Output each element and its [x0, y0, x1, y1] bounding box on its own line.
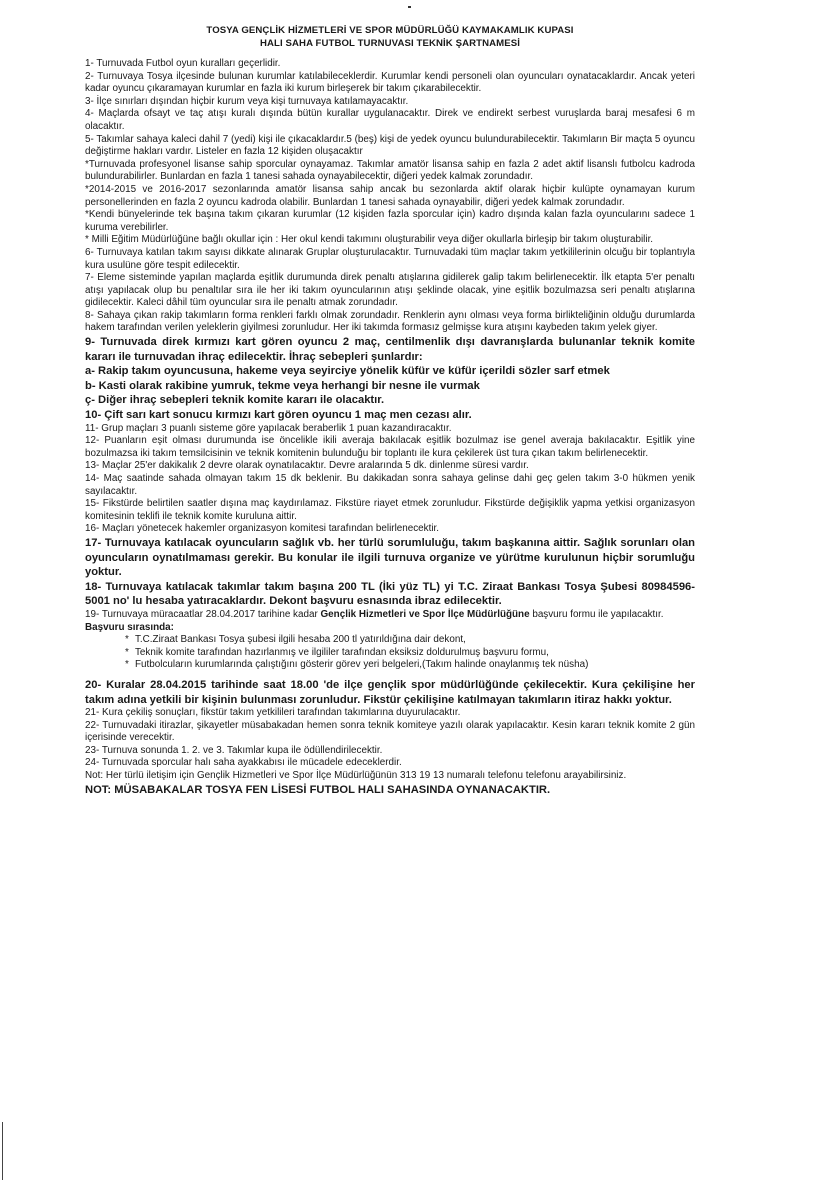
scan-speck — [408, 6, 411, 8]
rule-9-c: ç- Diğer ihraç sebepleri teknik komite kararı ile olacaktır. — [85, 394, 385, 407]
rule-20: 20- Kuralar 28.04.2015 tarihinde saat 18.00 'de ilçe gençlik spor müdürlüğünde çekilecektir. Kura çekilişine her takım adına yetkili bir kişinin bulunması zorunludur. Fikstür çekilişine katılmayan takımların itiraz hakkı yoktur. — [85, 678, 695, 706]
rule-3: 3- İlçe sınırları dışından hiçbir kurum veya kişi turnuvaya katılamayacaktır. — [85, 95, 409, 107]
scan-edge-line — [2, 1122, 3, 1180]
rule-7: 7- Eleme sisteminde yapılan maçlarda eşitlik durumunda direk penaltı atışlarına gidilerek galip takım belirlenecektir. İlk etapta 5'er penaltı atışı yapılacak olup bu penaltılar sıra ile her iki takım oyuncularının atışı şeklinde olacak, yine eşitlik bozulmazsa seri penaltı atışlarına gidilecektir. Kaleci dâhil tüm oyuncular sıra ile penaltı atmak zorundadır. — [85, 272, 695, 309]
rule-19-text: 19- Turnuvaya müracaatlar 28.04.2017 tarihine kadar — [85, 608, 321, 620]
rule-4: 4- Maçlarda ofsayt ve taç atışı kuralı dışında bütün kurallar uygulanacaktır. Direk ve endirekt serbest vuruşlarda baraj mesafesi 6 m olacaktır. — [85, 108, 695, 132]
rule-15: 15- Fikstürde belirtilen saatler dışına maç kaydırılamaz. Fikstüre riayet etmek zorunludur. Fikstürde değişiklik yapma yetkisi organizasyon komitesinin teklifi ile teknik komite kuruluna aittir. — [85, 498, 695, 522]
rule-9-a: a- Rakip takım oyuncusuna, hakeme veya seyirciye yönelik küfür ve küfür içerildi sözler sarf etmek — [85, 365, 610, 378]
rule-16: 16- Maçları yönetecek hakemler organizasyon komitesi tarafından belirlenecektir. — [85, 523, 440, 535]
rule-11: 11- Grup maçları 3 puanlı sisteme göre yapılacak beraberlik 1 puan kazandıracaktır. — [85, 422, 452, 434]
rule-13: 13- Maçlar 25'er dakikalık 2 devre olarak oynatılacaktır. Devre aralarında 5 dk. dinlenme süresi vardır. — [85, 460, 529, 472]
rule-9-b: b- Kasti olarak rakibine yumruk, tekme veya herhangi bir nesne ile vurmak — [85, 379, 480, 392]
rule-12: 12- Puanların eşit olması durumunda ise öncelikle ikili averaja bakılacak eşitlik bozulmaz ise genel averaja bakılacaktır. Eşitlik yine bozulmazsa iki takım temsilcisinin ve teknik komitenin bulunduğu bir toplantı ile kura çekilerek üst tura çıkan takım belirlenecektir. — [85, 435, 695, 459]
document-subtitle: HALI SAHA FUTBOL TURNUVASI TEKNİK ŞARTNAMESİ — [259, 38, 521, 49]
rule-5-note-schools: * Milli Eğitim Müdürlüğüne bağlı okullar için : Her okul kendi takımını oluşturabilir veya diğer okullarla birleşip bir takım oluşturabilir. — [85, 234, 654, 246]
rule-8: 8- Sahaya çıkan rakip takımların forma renkleri farklı olmak zorundadır. Renklerin aynı olması veya forma birlikteliğinin olduğu durumlarda hakem tarafından verilen yeleklerin giyilmesi zorunludur. Her iki takımda formasız gelmişse kura atışını kaybeden takım yelek giyer. — [85, 309, 695, 334]
rule-2: 2- Turnuvaya Tosya ilçesinde bulunan kurumlar katılabileceklerdir. Kurumlar kendi personeli olan oyuncuları oynatacaklardır. Ancak yeteri kadar oyuncu çıkaramayan kurumlar en fazla iki kurum birleşerek bir takım çıkarabilecektir. — [85, 70, 695, 95]
rule-18: 18- Turnuvaya katılacak takımlar takım başına 200 TL (İki yüz TL) yi T.C. Ziraat Bankası Tosya Şubesi 80984596-5001 no' lu hesaba yatıracaklardır. Dekont başvuru esnasında ibraz edilecektir. — [85, 580, 695, 608]
list-item: * T.C.Ziraat Bankası Tosya şubesi ilgili hesaba 200 tl yatırıldığına dair dekont, — [135, 634, 695, 647]
document-page — [85, 24, 695, 797]
rule-23: 23- Turnuva sonunda 1. 2. ve 3. Takımlar kupa ile ödüllendirilecektir. — [85, 744, 383, 756]
rule-10: 10- Çift sarı kart sonucu kırmızı kart gören oyuncu 1 maç men cezası alır. — [85, 409, 472, 422]
rule-19-office: Gençlik Hizmetleri ve Spor İlçe Müdürlüğüne — [320, 608, 530, 620]
application-list — [85, 634, 695, 672]
venue-note: NOT: MÜSABAKALAR TOSYA FEN LİSESİ FUTBOL HALI SAHASINDA OYNANACAKTIR. — [85, 783, 551, 796]
list-item: * Futbolcuların kurumlarında çalıştığını gösterir görev yeri belgeleri,(Takım halinde onaylanmış tek nüsha) — [135, 659, 695, 672]
list-item: * Teknik komite tarafından hazırlanmış ve ilgililer tarafından eksiksiz doldurulmuş başvuru formu, — [135, 647, 695, 660]
rule-6: 6- Turnuvaya katılan takım sayısı dikkate alınarak Gruplar oluşturulacaktır. Turnuvadaki tüm maçlar takım yetkililerinin olcuğu bir toplantıyla kura usulüne göre tespit edilecektir. — [85, 246, 695, 271]
rule-21: 21- Kura çekiliş sonuçları, fikstür takım yetkilileri tarafından takımlarına duyurulacaktır. — [85, 707, 461, 719]
document-title: TOSYA GENÇLİK HİZMETLERİ VE SPOR MÜDÜRLÜĞÜ KAYMAKAMLIK KUPASI — [206, 25, 574, 36]
rule-19 — [85, 609, 695, 622]
rule-5-note-professional: *Turnuvada profesyonel lisanse sahip sporcular oynayamaz. Takımlar amatör lisansa sahip en fazla 2 adet aktif lisanslı futbolcu kadroda bulundurabilirler. Bunlardan en fazla 1 tanesi sahada oynayabilecektir, diğeri yedek kalmak zorundadır. — [85, 158, 695, 183]
rule-24: 24- Turnuvada sporcular halı saha ayakkabısı ile mücadele edeceklerdir. — [85, 757, 402, 769]
rule-5-note-institutions: *Kendi bünyelerinde tek başına takım çıkaran kurumlar (12 kişiden fazla sporcular için) kadro dışında kalan fazla oyuncularını sadece 1 kuruma verebilirler. — [85, 209, 695, 233]
rule-1: 1- Turnuvada Futbol oyun kuralları geçerlidir. — [85, 58, 281, 69]
document-body — [85, 58, 695, 797]
application-label: Başvuru sırasında: — [85, 621, 174, 633]
rule-17: 17- Turnuvaya katılacak oyuncuların sağlık vb. her türlü sorumluluğu, takım başkanına aittir. Sağlık sorunları olan oyuncuların oynatılmaması gerekir. Bu konular ile ilgili turnuva organize ve yürütme kurulunun hiçbir sorumluğu yoktur. — [85, 536, 695, 579]
rule-14: 14- Maç saatinde sahada olmayan takım 15 dk beklenir. Bu dakikadan sonra sahaya gelinse dahi geç gelen takım 3-0 hükmen yenik sayılacaktır. — [85, 473, 695, 497]
rule-22: 22- Turnuvadaki itirazlar, şikayetler müsabakadan hemen sonra teknik komiteye yazılı olarak yapılacaktır. Kesin kararı teknik komite 2 gün içerisinde verecektir. — [85, 719, 695, 744]
rule-5: 5- Takımlar sahaya kaleci dahil 7 (yedi) kişi ile çıkacaklardır.5 (beş) kişi de yedek oyuncu bulundurabilecektir. Takımların Bir maçta 5 oyuncu değiştirme hakları vardır. Listeler en fazla 12 kişiden oluşacaktır — [85, 133, 695, 158]
contact-note: Not: Her türlü iletişim için Gençlik Hizmetleri ve Spor İlçe Müdürlüğünün 313 19 13 numaralı telefonu telefonu arayabilirsiniz. — [85, 770, 627, 782]
rule-19-text-end: başvuru formu ile yapılacaktır. — [529, 608, 664, 620]
rule-5-note-seasons: *2014-2015 ve 2016-2017 sezonlarında amatör lisansa sahip ancak bu sezonlarda aktif olarak hiçbir kulüpte oynamayan kurum personellerinden en fazla 2 oyuncu kadroda olabilir. Bunlardan 1 tanesi sahada oynayabilir, diğeri yedek kalmak zorundadır. — [85, 183, 695, 208]
rule-9: 9- Turnuvada direk kırmızı kart gören oyuncu 2 maç, centilmenlik dışı davranışlarda bulunanlar teknik komite kararı ile turnuvadan ihraç edilecektir. İhraç sebepleri şunlardır: — [85, 336, 695, 363]
